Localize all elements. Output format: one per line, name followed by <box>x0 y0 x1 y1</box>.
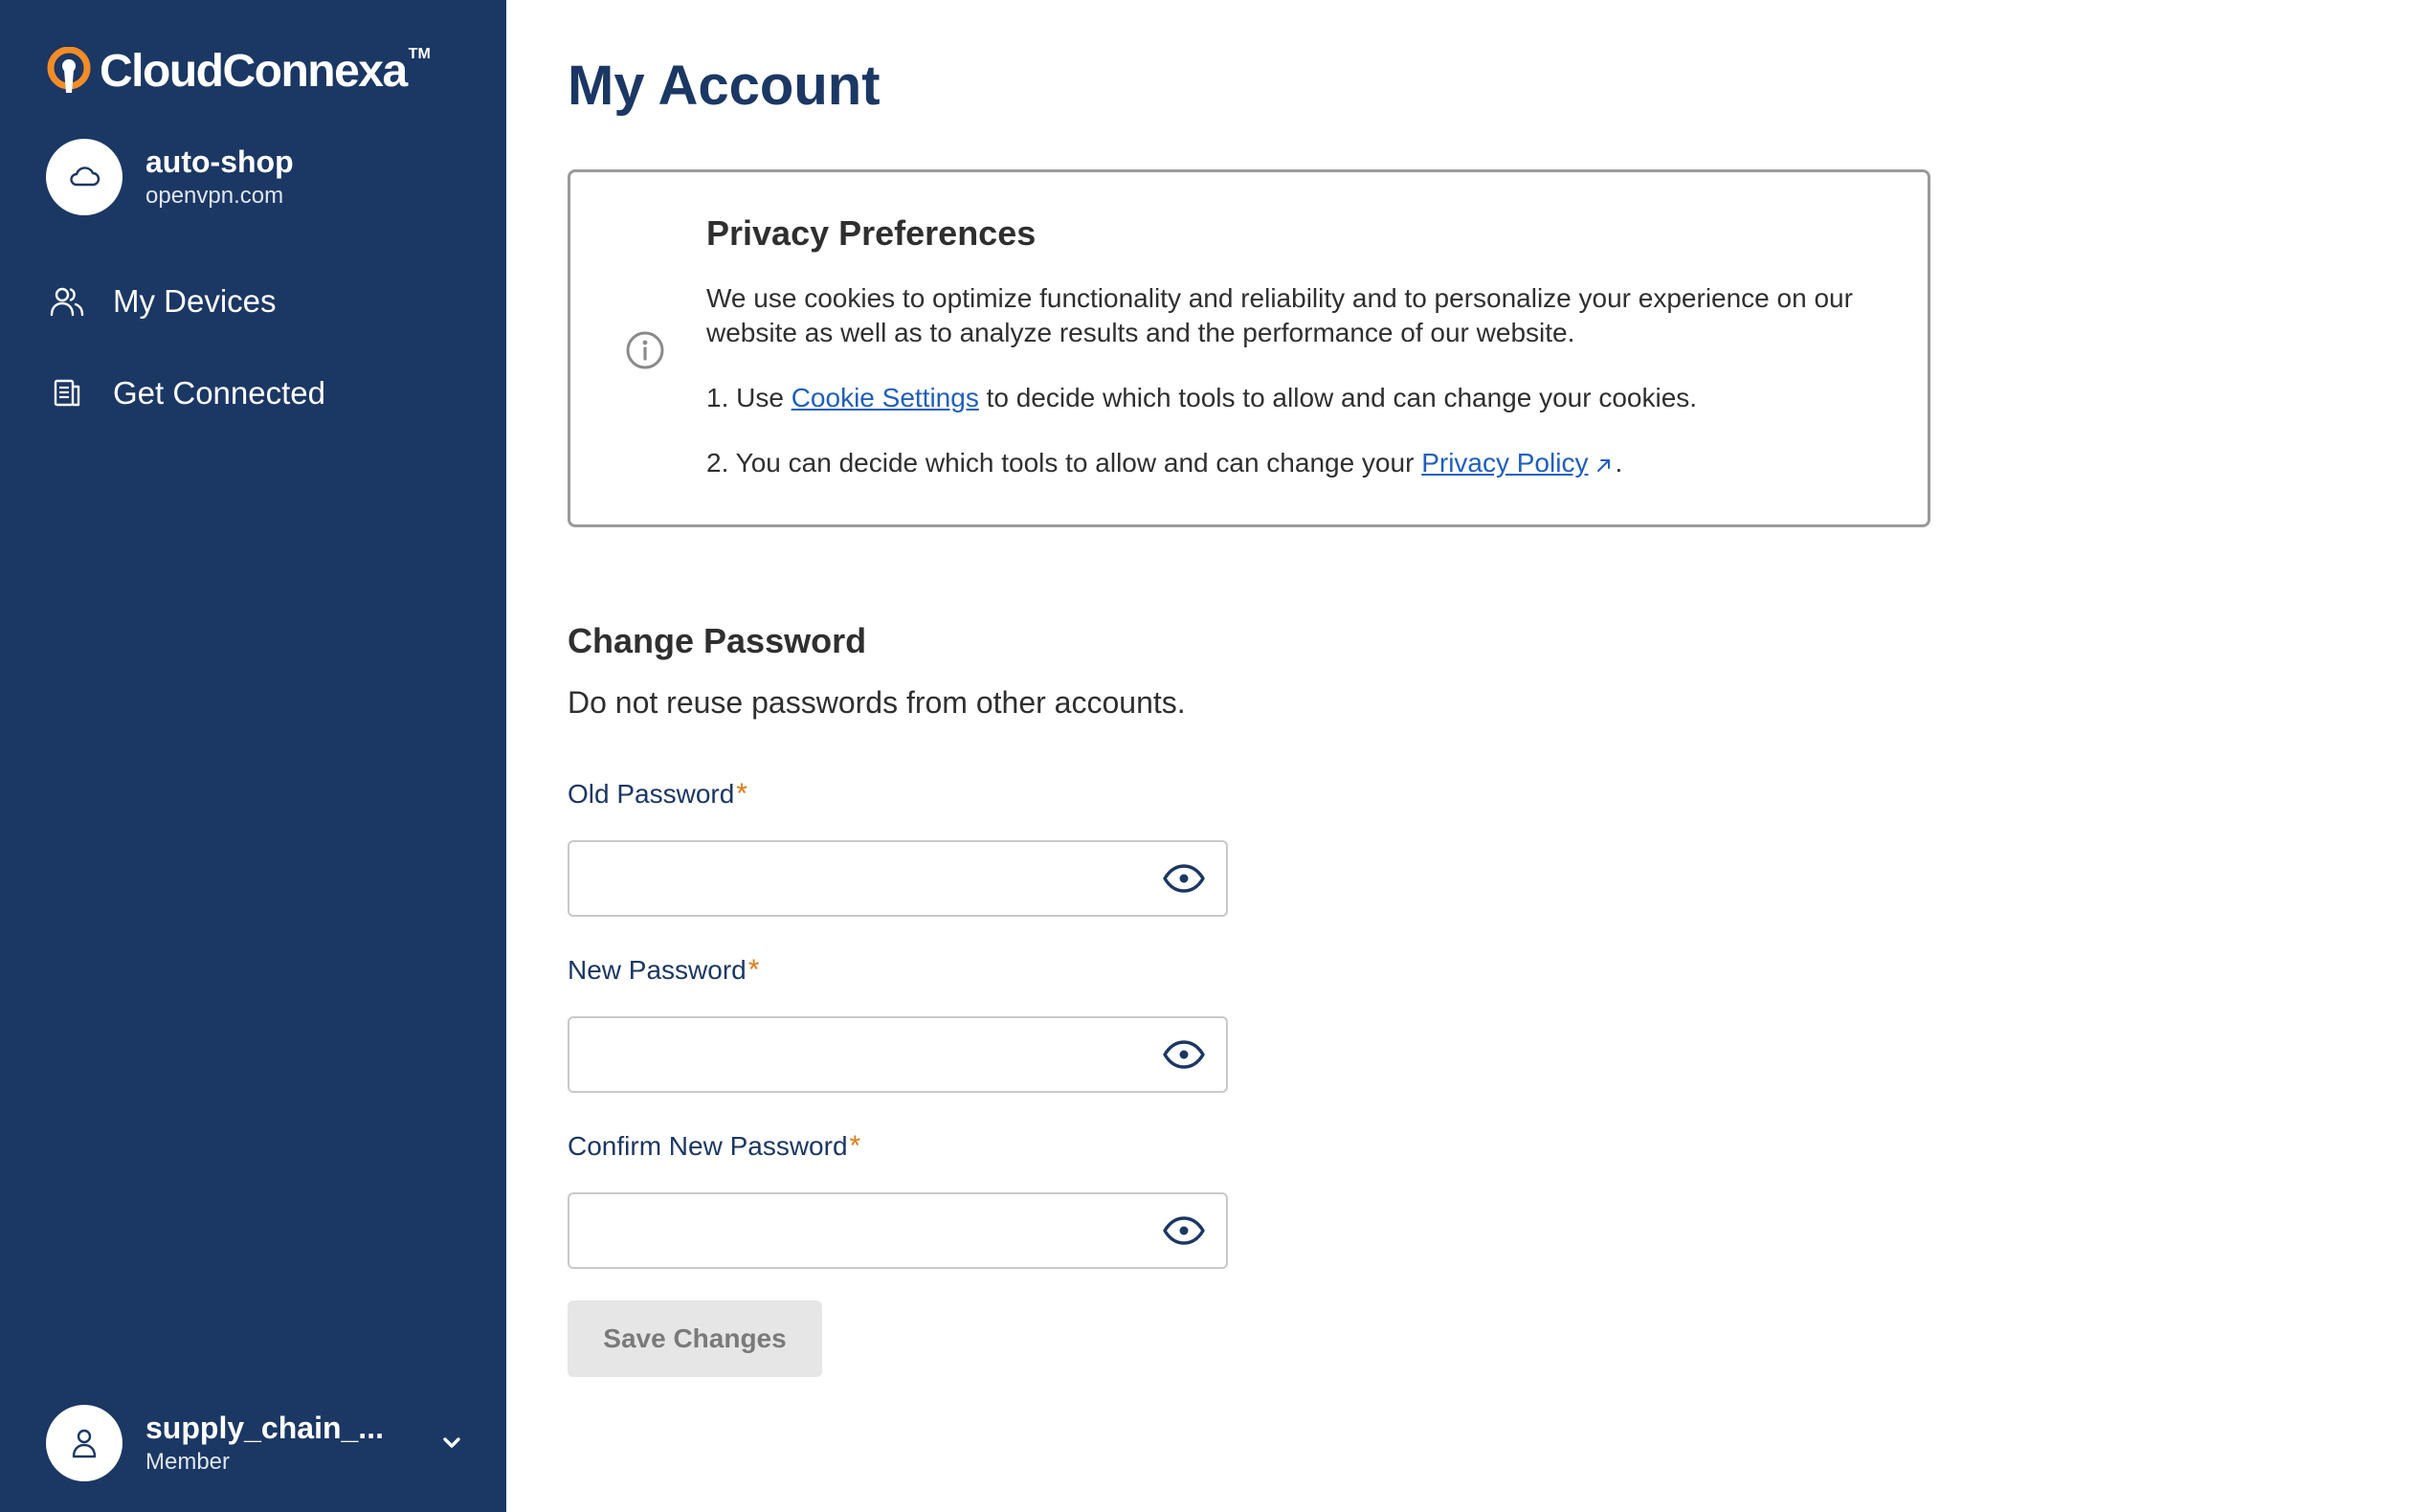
old-password-input[interactable] <box>569 842 1144 915</box>
confirm-password-input-wrapper <box>568 1192 1228 1269</box>
sidebar-item-label: Get Connected <box>113 375 325 411</box>
new-password-label <box>568 955 759 985</box>
privacy-item-1 <box>706 381 1903 415</box>
eye-icon[interactable] <box>1163 1035 1205 1074</box>
required-asterisk: * <box>747 954 760 986</box>
user-name: supply_chain_... <box>145 1411 384 1445</box>
user-role: Member <box>145 1449 231 1475</box>
privacy-body-text: We use cookies to optimize functionality and reliability and to personalize your experience on our website as well as to analyze results and the performance of our website. <box>706 283 1853 347</box>
users-icon <box>46 280 88 322</box>
cloud-icon <box>68 166 100 189</box>
required-asterisk: * <box>736 778 747 810</box>
privacy-preferences-card <box>568 169 1930 527</box>
eye-icon[interactable] <box>1163 1212 1205 1250</box>
new-password-input-wrapper <box>568 1016 1228 1093</box>
external-link-icon[interactable] <box>1594 455 1615 476</box>
privacy-item-2-prefix: 2. You can decide which tools to allow and can change your <box>706 448 1422 478</box>
document-icon <box>46 372 88 414</box>
new-password-input[interactable] <box>569 1018 1144 1091</box>
logo[interactable] <box>46 44 431 98</box>
chevron-down-icon[interactable] <box>436 1428 467 1458</box>
confirm-password-label <box>568 1131 860 1161</box>
person-icon <box>71 1428 98 1458</box>
info-icon <box>624 329 666 371</box>
old-password-input-wrapper <box>568 840 1228 917</box>
privacy-policy-link[interactable]: Privacy Policy <box>1421 448 1589 478</box>
sidebar-nav <box>46 273 325 456</box>
privacy-item-1-prefix: 1. Use <box>706 383 792 412</box>
sidebar-item-label: My Devices <box>113 283 277 319</box>
field-label-text: Old Password <box>568 779 735 809</box>
confirm-password-field <box>568 1129 1228 1269</box>
old-password-label <box>568 779 747 809</box>
org-name: auto-shop <box>145 145 294 179</box>
page-title: My Account <box>568 55 881 117</box>
confirm-password-input[interactable] <box>569 1194 1144 1267</box>
privacy-item-1-suffix: to decide which tools to allow and can change your cookies. <box>978 383 1698 412</box>
privacy-item-2 <box>706 446 1903 480</box>
logo-trademark: TM <box>408 46 431 62</box>
sidebar-item-get-connected[interactable] <box>46 365 325 422</box>
save-changes-button[interactable]: Save Changes <box>568 1301 822 1377</box>
main-content <box>506 0 2431 1512</box>
cookie-settings-link[interactable]: Cookie Settings <box>791 383 979 412</box>
privacy-item-2-suffix: . <box>1615 448 1623 478</box>
new-password-field <box>568 953 1228 1093</box>
openvpn-logo-icon <box>46 47 92 95</box>
privacy-title: Privacy Preferences <box>706 213 1037 253</box>
logo-text: CloudConnexa <box>100 45 407 97</box>
org-avatar <box>46 139 123 215</box>
field-label-text: Confirm New Password <box>568 1131 848 1161</box>
sidebar-item-my-devices[interactable] <box>46 273 325 330</box>
user-menu[interactable] <box>46 1405 467 1481</box>
old-password-field <box>568 777 1228 917</box>
org-domain: openvpn.com <box>145 183 284 209</box>
user-avatar <box>46 1405 123 1481</box>
org-switcher[interactable] <box>46 139 294 215</box>
sidebar <box>0 0 506 1512</box>
change-password-subtitle: Do not reuse passwords from other accounts. <box>568 685 1186 720</box>
eye-icon[interactable] <box>1163 859 1205 898</box>
field-label-text: New Password <box>568 955 747 985</box>
required-asterisk: * <box>849 1130 861 1162</box>
change-password-title: Change Password <box>568 621 867 660</box>
